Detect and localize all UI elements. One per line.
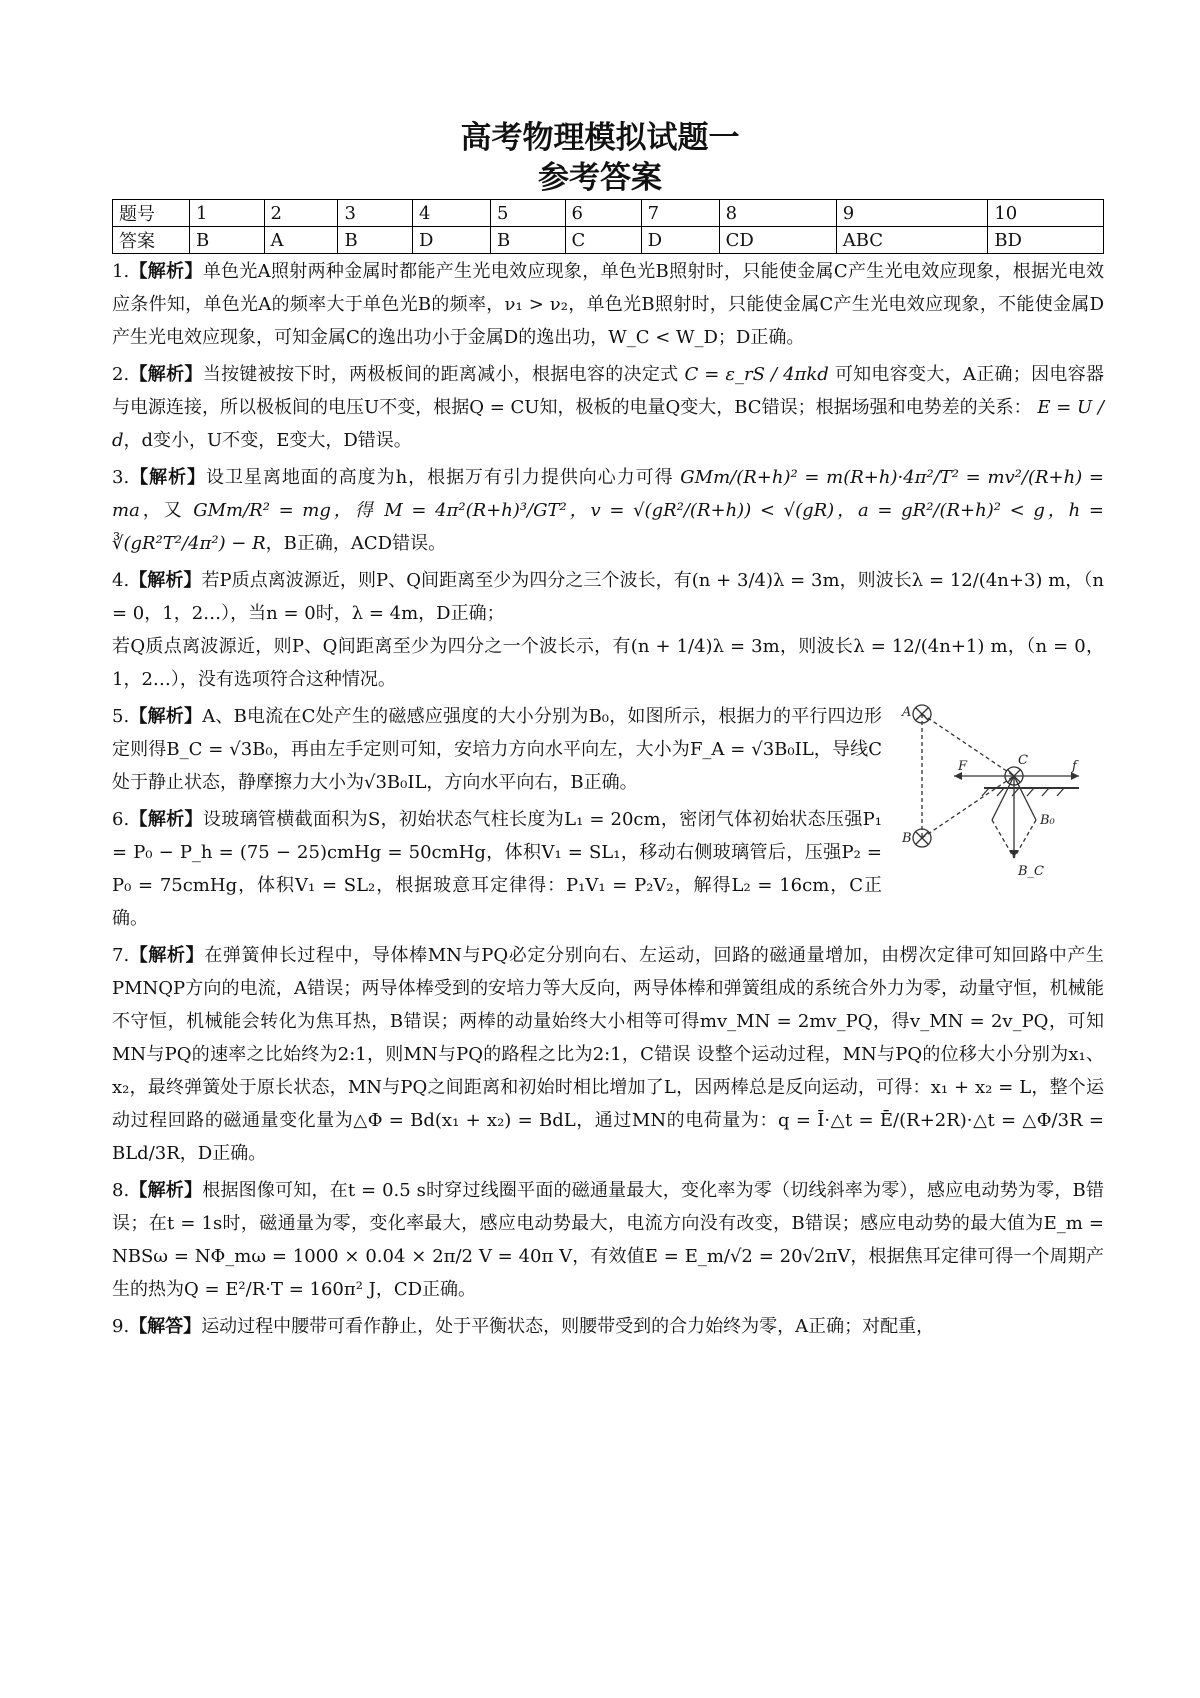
row-label-answer: 答案 <box>113 227 190 254</box>
solution-number: 1. <box>112 261 130 282</box>
answer-table <box>112 199 1104 254</box>
figure-label: B_C <box>1018 864 1044 879</box>
solution-text: 根据图像可知，在t = 0.5 s时穿过线圈平面的磁通量最大，变化率为零（切线斜率为零），感应电动势为零，B错误；在t = 1s时，磁通量为零，变化率最大，感应电动势最大，电流方向没有改变，B错误；感应电动势的最大值为E_m = NBSω = NΦ_mω = 1000 × 0.04 × 2π/2 V = 40π V，有效值E = E_m/√2 = 20√2πV，根据焦耳定律可得一个周期产生的热为Q = E²/R·T = 160π² J，CD正确。 <box>112 1180 1104 1300</box>
magnetic-force-figure <box>894 700 1104 880</box>
solution-number: 2. <box>112 364 130 385</box>
solution-tag: 【解析】 <box>129 809 203 830</box>
table-cell: B <box>338 227 413 254</box>
solution-text: ，又 <box>139 500 185 521</box>
solution-tag: 【解析】 <box>129 706 203 727</box>
solutions <box>112 255 1104 1347</box>
solution-number: 7. <box>112 945 130 966</box>
solution-text: ，B正确，ACD错误。 <box>265 533 447 554</box>
figure-label: A <box>902 705 912 720</box>
table-cell: D <box>641 227 719 254</box>
table-cell: 6 <box>565 200 641 227</box>
table-cell: 5 <box>490 200 565 227</box>
solution-3 <box>112 461 1104 560</box>
solution-number: 5. <box>112 706 130 727</box>
table-cell: 8 <box>719 200 836 227</box>
capacitance-formula: C = ε_rS / 4πkd <box>684 364 829 385</box>
solution-text: ，d变小，U不变，E变大，D错误。 <box>123 430 412 451</box>
table-cell: 4 <box>412 200 490 227</box>
solution-text: 当按键被按下时，两极板间的距离减小，根据电容的决定式 <box>202 364 679 385</box>
table-cell: 10 <box>988 200 1104 227</box>
solution-number: 6. <box>112 809 130 830</box>
solution-2 <box>112 358 1104 457</box>
solution-number: 4. <box>112 570 130 591</box>
solution-text: 若Q质点离波源近，则P、Q间距离至少为四分之一个波长示，有(n + 1/4)λ = 3m，则波长λ = 12/(4n+1) m，（n = 0，1，2…），没有选项符合这种情况。 <box>112 636 1104 690</box>
figure-label: F <box>958 759 968 774</box>
solution-4 <box>112 564 1104 696</box>
table-cell: A <box>264 227 338 254</box>
solution-7 <box>112 939 1104 1170</box>
page-title: 高考物理模拟试题一 <box>460 120 740 156</box>
table-cell: 2 <box>264 200 338 227</box>
answer-table-number-row <box>113 200 1104 227</box>
table-cell: C <box>565 227 641 254</box>
page-subtitle: 参考答案 <box>538 160 662 196</box>
solution-number: 8. <box>112 1180 130 1201</box>
solution-text: 在弹簧伸长过程中，导体棒MN与PQ必定分别向右、左运动，回路的磁通量增加，由楞次定律可知回路中产生PMNQP方向的电流，A错误；两导体棒受到的安培力等大反向，两导体棒和弹簧组成的系统合外力为零，动量守恒，机械能不守恒，机械能会转化为焦耳热，B错误；两棒的动量始终大小相等可得mv_MN = 2mv_PQ，得v_MN = 2v_PQ，可知MN与PQ的速率之比始终为2:1，则MN与PQ的路程之比为2:1，C错误 设整个运动过程，MN与PQ的位移大小分别为x₁、x₂，最终弹簧处于原长状态，MN与PQ之间距离和初始时相比增加了L，因两棒总是反向运动，可得：x₁ + x₂ = L，整个运动过程回路的磁通量变化量为△Φ = Bd(x₁ + x₂) = BdL，通过MN的电荷量为：q = Ī·△t = Ē/(R+2R)·△t = △Φ/3R = BLd/3R，D正确。 <box>112 945 1105 1164</box>
solution-text: 设卫星离地面的高度为h，根据万有引力提供向心力可得 <box>206 467 674 488</box>
solution-number: 9. <box>112 1316 130 1337</box>
table-cell: B <box>190 227 265 254</box>
solution-tag: 【解析】 <box>129 945 205 966</box>
table-cell: ABC <box>836 227 988 254</box>
solution-tag: 【解析】 <box>129 467 206 488</box>
solution-8 <box>112 1174 1104 1306</box>
field-formula: E = U / d <box>112 397 1104 451</box>
solution-text: 可知电容变大，A正确；因电容器与电源连接，所以极板间的电压U不变，根据Q = CU知，极板的电量Q变大，BC错误；根据场强和电势差的关系： <box>112 364 1105 418</box>
solution-number: 3. <box>112 467 130 488</box>
solution-tag: 【解析】 <box>129 364 203 385</box>
figure-label: B₀ <box>1040 813 1055 828</box>
solution-tag: 【解析】 <box>129 261 203 282</box>
table-cell: D <box>412 227 490 254</box>
solution-tag: 【解答】 <box>129 1316 202 1337</box>
table-cell: CD <box>719 227 836 254</box>
answer-table-answer-row <box>113 227 1104 254</box>
table-cell: 7 <box>641 200 719 227</box>
solution-text: 运动过程中腰带可看作静止，处于平衡状态，则腰带受到的合力始终为零，A正确；对配重， <box>201 1316 935 1337</box>
solution-tag: 【解析】 <box>129 1180 203 1201</box>
figure-label: f <box>1072 759 1077 774</box>
table-cell: B <box>490 227 565 254</box>
table-cell: 3 <box>338 200 413 227</box>
solution-9 <box>112 1310 1104 1343</box>
solution-tag: 【解析】 <box>129 570 202 591</box>
table-cell: 1 <box>190 200 265 227</box>
solution-text: 若P质点离波源近，则P、Q间距离至少为四分之三个波长，有(n + 3/4)λ = 3m，则波长λ = 12/(4n+3) m，（n = 0，1，2…），当n = 0时，λ = 4m，D正确； <box>112 570 1104 624</box>
table-cell: 9 <box>836 200 988 227</box>
figure-label: B <box>902 831 912 846</box>
solution-1 <box>112 255 1104 354</box>
gravitation-formula: GMm/(R+h)² = m(R+h)·4π²/T² = mv²/(R+h) = ma <box>112 467 1105 521</box>
table-cell: BD <box>988 227 1104 254</box>
solution-text: 单色光A照射两种金属时都能产生光电效应现象，单色光B照射时，只能使金属C产生光电效应现象，根据光电效应条件知，单色光A的频率大于单色光B的频率，ν₁ > ν₂，单色光B照射时，只能使金属C产生光电效应现象，不能使金属D产生光电效应现象，可知金属C的逸出功小于金属D的逸出功，W_C < W_D；D正确。 <box>112 261 1104 348</box>
solution-text: A、B电流在C处产生的磁感应强度的大小分别为B₀，如图所示，根据力的平行四边形定则得B_C = √3B₀，再由左手定则可知，安培力方向水平向左，大小为F_A = √3B₀IL，导线C处于静止状态，静摩擦力大小为√3B₀IL，方向水平向右，B正确。 <box>112 706 882 793</box>
solution-text: 设玻璃管横截面积为S，初始状态气柱长度为L₁ = 20cm，密闭气体初始状态压强P₁ = P₀ − P_h = (75 − 25)cmHg = 50cmHg，体积V₁ = SL₁，移动右侧玻璃管后，压强P₂ = P₀ = 75cmHg，体积V₁ = SL₂，根据玻意耳定律得：P₁V₁ = P₂V₂，解得L₂ = 16cm，C正确。 <box>112 809 882 929</box>
gravitation-result-formula: GMm/R² = mg，得 M = 4π²(R+h)³/GT²，v = √(gR²/(R+h)) < √(gR)，a = gR²/(R+h)² < g，h = ∛(gR²T²/4π²) − R <box>112 500 1104 554</box>
row-label-number: 题号 <box>113 200 190 227</box>
figure-label: C <box>1018 753 1028 768</box>
